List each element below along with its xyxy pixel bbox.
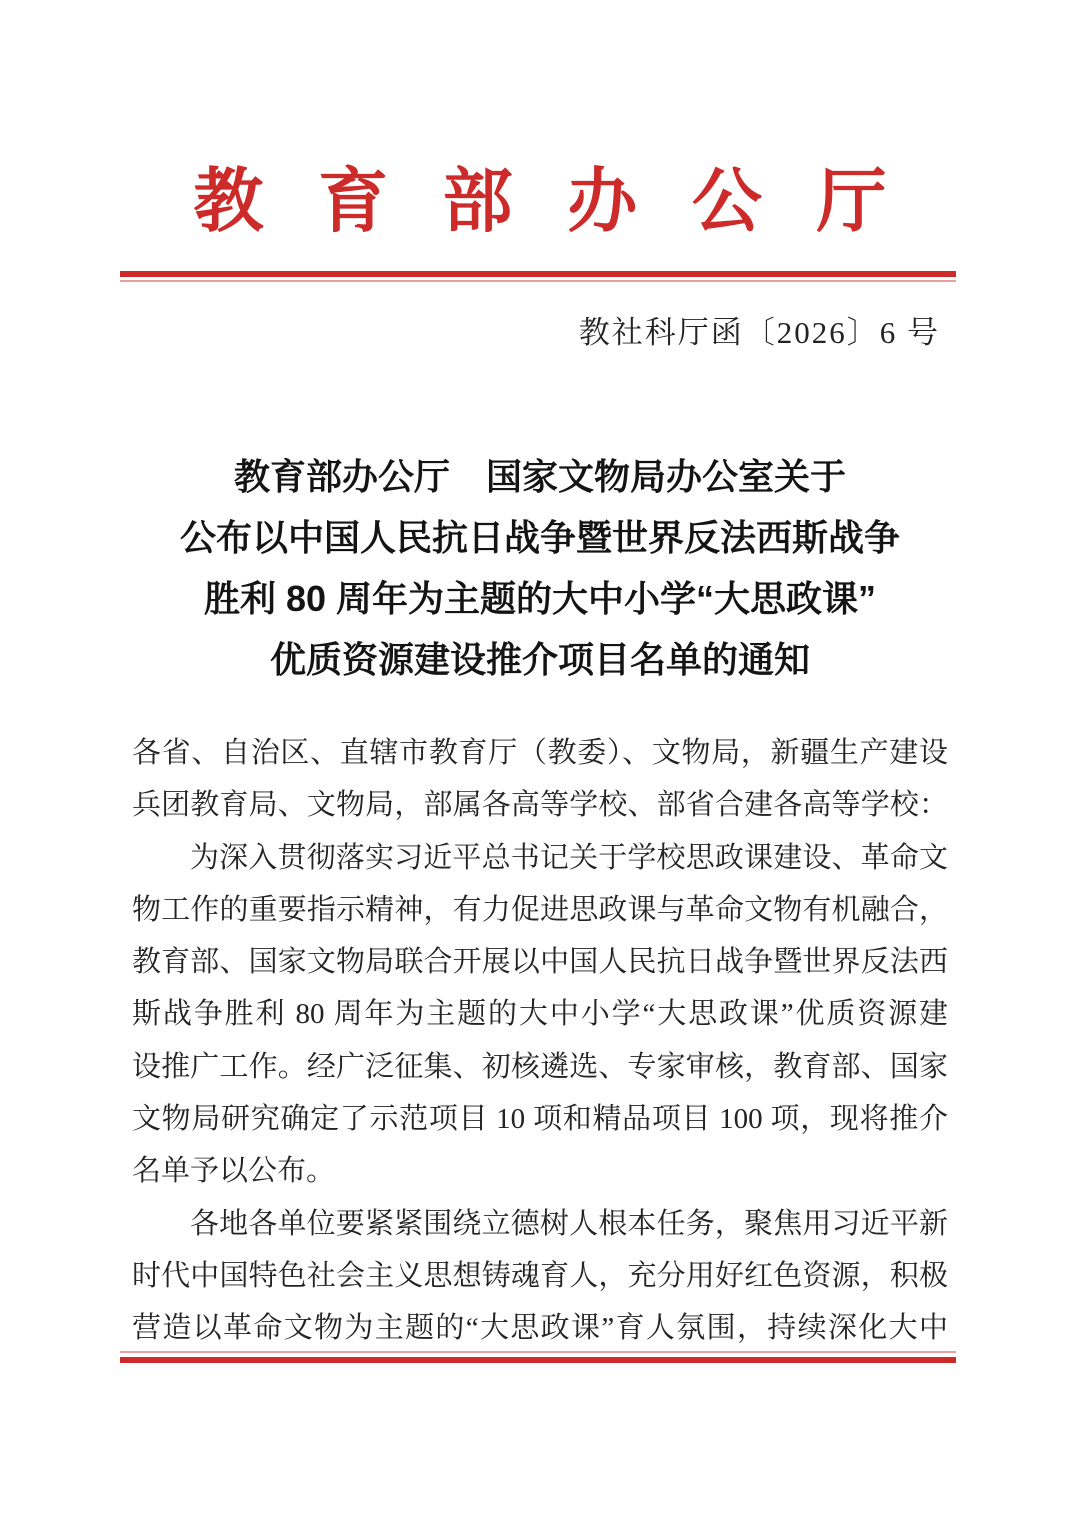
notice-body: [132, 727, 948, 1355]
page-footer-separator: [120, 1351, 956, 1363]
separator-thin-line: [120, 280, 956, 282]
body-line-salutation: 兵团教育局、文物局，部属各高等学校、部省合建各高等学校：: [132, 789, 948, 822]
body-line-paragraph: 名单予以公布。: [132, 1155, 336, 1188]
separator-thick-line: [120, 1357, 956, 1363]
body-line-paragraph: 文物局研究确定了示范项目 10 项和精品项目 100 项，现将推介: [132, 1103, 948, 1136]
notice-title: [60, 446, 1020, 690]
separator-thick-line: [120, 271, 956, 277]
body-line-paragraph: 设推广工作。经广泛征集、初核遴选、专家审核，教育部、国家: [132, 1050, 948, 1083]
body-line-paragraph: 营造以革命文物为主题的“大思政课”育人氛围，持续深化大中: [132, 1312, 948, 1345]
separator-thin-line: [120, 1351, 956, 1353]
letterhead-org-name: 教育部办公厅: [193, 164, 942, 241]
body-line-salutation: 各省、自治区、直辖市教育厅（教委）、文物局，新疆生产建设: [132, 737, 948, 769]
body-line-paragraph: 教育部、国家文物局联合开展以中国人民抗日战争暨世界反法西: [132, 946, 948, 979]
body-line-paragraph: 斯战争胜利 80 周年为主题的大中小学“大思政课”优质资源建: [132, 998, 948, 1031]
letterhead-separator: [120, 271, 956, 282]
title-line: 公布以中国人民抗日战争暨世界反法西斯战争: [179, 517, 900, 558]
title-line: 教育部办公厅 国家文物局办公室关于: [233, 456, 846, 497]
body-line-paragraph: 物工作的重要指示精神，有力促进思政课与革命文物有机融合，: [132, 893, 948, 926]
body-line-paragraph: 各地各单位要紧紧围绕立德树人根本任务，聚焦用习近平新: [190, 1207, 948, 1240]
body-line-paragraph: 为深入贯彻落实习近平总书记关于学校思政课建设、革命文: [190, 841, 948, 874]
doc-reference-number: 教社科厅函〔2026〕6 号: [578, 315, 940, 350]
body-line-paragraph: 时代中国特色社会主义思想铸魂育人，充分用好红色资源，积极: [132, 1259, 948, 1292]
title-line: 优质资源建设推介项目名单的通知: [269, 639, 810, 680]
title-line: 胜利 80 周年为主题的大中小学“大思政课”: [203, 578, 877, 619]
